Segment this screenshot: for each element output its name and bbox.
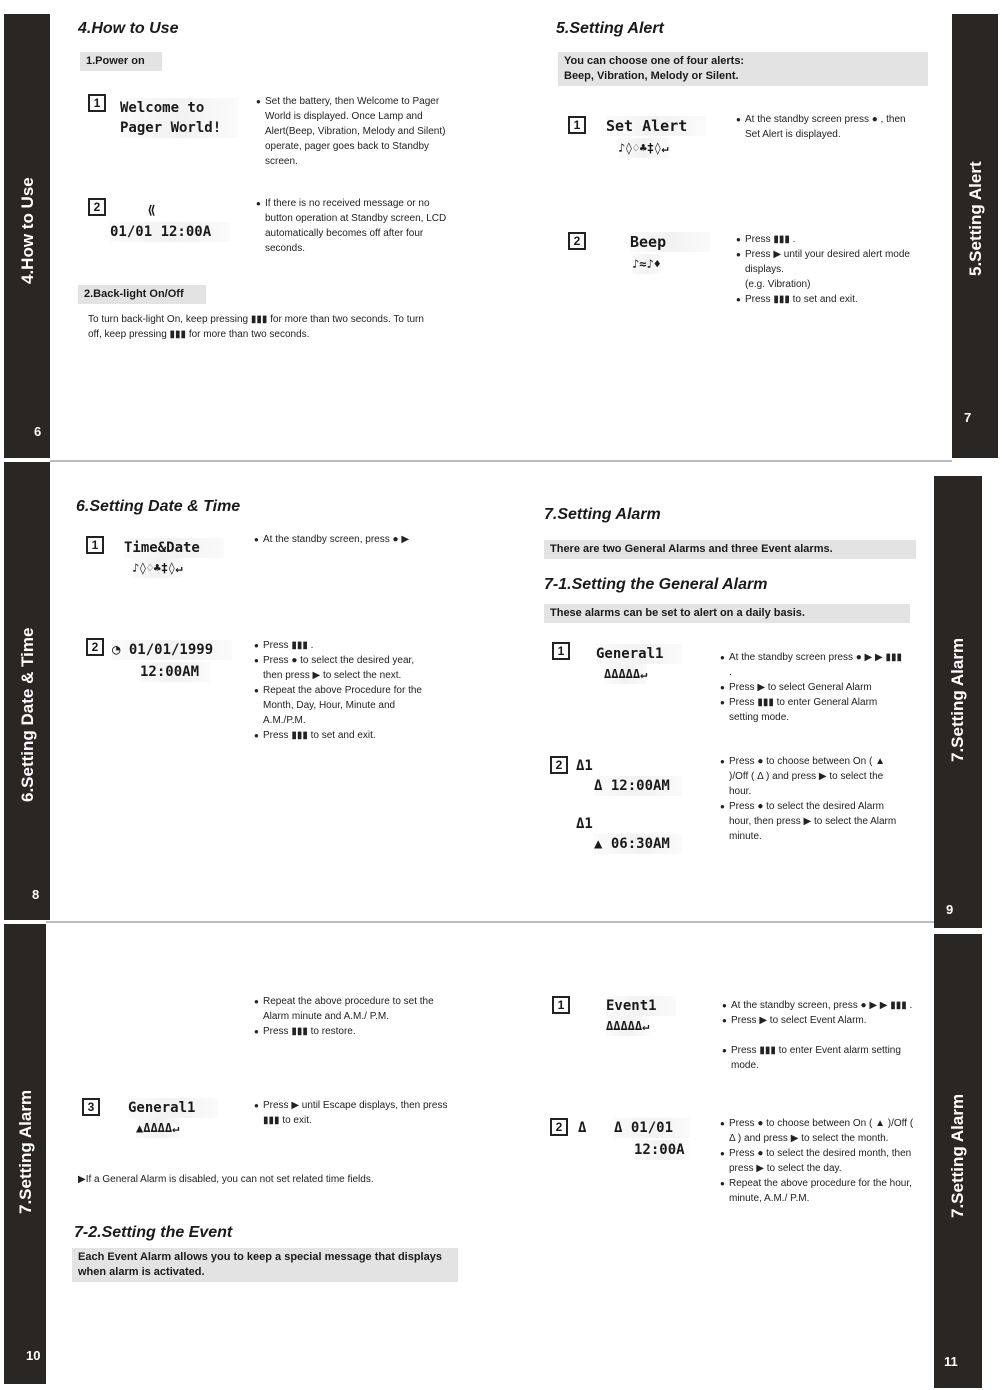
intro-box	[558, 52, 928, 86]
bullet-text: ● Press ▶ to select General Alarm	[720, 680, 906, 695]
subsection-note: These alarms can be set to alert on a daily basis.	[544, 604, 910, 623]
lcd-display-line: Δ1	[576, 816, 593, 832]
instruction-note	[722, 998, 918, 1073]
lcd-display-line: 12:00A	[634, 1140, 690, 1160]
lcd-display-line: Time&Date	[124, 538, 224, 558]
lcd-display-line: 12:00AM	[140, 662, 210, 682]
bullet-text: ● At the standby screen press ● ▶ ▶ ▮▮▮ .	[720, 650, 906, 680]
tab-setting-alarm-left	[4, 924, 46, 1384]
bullet-text: ● Press ● to choose between On ( ▲ )/Off ( Δ ) and press ▶ to select the hour.	[720, 754, 906, 799]
lcd-display-line: General1	[596, 644, 682, 664]
tab-label: 7.Setting Alarm	[948, 637, 967, 762]
tab-label: 6.Setting Date & Time	[18, 627, 37, 802]
intro-line: You can choose one of four alerts:	[564, 55, 745, 67]
bullet-text: ● Press ● to select the desired Alarm hour, then press ▶ to select the Alarm minute.	[720, 799, 906, 844]
bullet-text: ● If there is no received message or no button operation at Standby screen, LCD automatically becomes off after four seconds.	[256, 196, 448, 256]
page-title: 7.Setting Alarm	[544, 506, 661, 523]
instruction-note	[254, 638, 434, 743]
subsection-note: Each Event Alarm allows you to keep a special message that displays when alarm is activated.	[72, 1248, 458, 1282]
warning-note: ▶If a General Alarm is disabled, you can not set related time fields.	[78, 1174, 374, 1185]
bullet-text: ● Press ▶ until your desired alert mode displays.	[736, 247, 922, 277]
tab-setting-alert	[952, 14, 998, 458]
instruction-note	[254, 994, 444, 1039]
step-number: 1	[568, 116, 586, 134]
lcd-icon-row: ▲ΔΔΔΔ↵	[136, 1118, 179, 1138]
lcd-icon-row: ♪≈♪♦	[632, 254, 661, 274]
step-number: 1	[552, 996, 570, 1014]
lcd-display-line: ▲ 06:30AM	[594, 834, 682, 854]
subsection-title: 7-1.Setting the General Alarm	[544, 576, 768, 593]
step-number: 2	[550, 1118, 568, 1136]
subsection-heading: 2.Back-light On/Off	[78, 285, 206, 304]
lcd-display-line: Δ1	[576, 758, 593, 774]
page-number: 8	[32, 887, 40, 902]
subsection-title: 7-2.Setting the Event	[74, 1224, 233, 1241]
lcd-display: Welcome to Pager World!	[120, 98, 238, 138]
intro-box: There are two General Alarms and three Event alarms.	[544, 540, 916, 559]
bullet-text: ● Press ▮▮▮ to restore.	[254, 1024, 444, 1039]
instruction-note	[256, 94, 456, 169]
lcd-icon-row: ♪◊♢♣‡◊↵	[132, 558, 183, 578]
instruction-note	[736, 232, 922, 307]
page-number: 9	[946, 902, 954, 917]
bullet-text: ● Press ● to select the desired year, then press ▶ to select the next.	[254, 653, 434, 683]
bullet-text-cont: (e.g. Vibration)	[745, 279, 811, 290]
page-title: 5.Setting Alert	[556, 20, 664, 37]
lcd-display-line: Δ	[578, 1120, 587, 1136]
subsection-heading: 1.Power on	[80, 52, 162, 71]
tab-label: 4.How to Use	[18, 177, 37, 284]
step-number: 2	[88, 198, 106, 216]
bullet-text: ● Press ▮▮▮ to enter Event alarm setting mode.	[722, 1043, 918, 1073]
page-number: 11	[944, 1354, 958, 1369]
lcd-display-line: General1	[128, 1098, 218, 1118]
page-title: 6.Setting Date & Time	[76, 498, 241, 515]
lcd-display-line: Event1	[606, 996, 676, 1016]
lcd-signal-indicator: ⟪	[148, 203, 156, 217]
instruction-note	[256, 196, 448, 256]
bullet-text: ● Press ● to choose between On ( ▲ )/Off ( Δ ) and press ▶ to select the month.	[720, 1116, 916, 1146]
page-number: 7	[964, 410, 972, 425]
instruction-note	[720, 650, 906, 725]
tab-setting-alarm-11	[934, 934, 982, 1388]
step-number: 2	[86, 638, 104, 656]
page-title: 4.How to Use	[78, 20, 179, 37]
bullet-text: ● Press ▮▮▮ to enter General Alarm setting mode.	[720, 695, 906, 725]
bullet-text: ● Press ▶ until Escape displays, then press ▮▮▮ to exit.	[254, 1098, 460, 1128]
page-number: 6	[34, 424, 42, 439]
bullet-text: ● Press ● to select the desired month, then press ▶ to select the day.	[720, 1146, 916, 1176]
step-number: 1	[88, 94, 106, 112]
step-number: 3	[82, 1098, 100, 1116]
body-text: To turn back-light On, keep pressing ▮▮▮ for more than two seconds. To turn off, keep pressing ▮▮▮ for more than two seconds.	[88, 314, 424, 340]
bullet-text: ● At the standby screen, press ● ▶ ▶ ▮▮▮ .	[722, 998, 918, 1013]
intro-line: Beep, Vibration, Melody or Silent.	[564, 70, 739, 82]
step-number: 2	[550, 756, 568, 774]
instruction-note	[254, 532, 444, 547]
lcd-display-line: Beep	[630, 232, 710, 252]
page-fold-line	[50, 460, 952, 462]
lcd-display-line: ◔ 01/01/1999	[112, 640, 232, 660]
lcd-display-line: Δ 12:00AM	[594, 776, 682, 796]
step-number: 1	[86, 536, 104, 554]
bullet-text: ● Repeat the above procedure for the hour, minute, A.M./ P.M.	[720, 1176, 916, 1206]
step-number: 2	[568, 232, 586, 250]
bullet-text: ● Set the battery, then Welcome to Pager World is displayed. Once Lamp and Alert(Beep, Vibration, Melody and Silent) operate, pager goes back to Standby screen.	[256, 94, 456, 169]
page-fold-line	[46, 921, 934, 923]
page-number: 10	[26, 1348, 41, 1363]
tab-setting-date-time	[4, 462, 50, 920]
instruction-note	[736, 112, 916, 142]
tab-label: 7.Setting Alarm	[16, 1089, 35, 1214]
lcd-display-line: Set Alert	[606, 116, 706, 136]
bullet-text: ● Press ▮▮▮ .	[736, 232, 922, 247]
bullet-text: ● At the standby screen, press ● ▶	[254, 532, 444, 547]
bullet-text: ● At the standby screen press ● , then Set Alert is displayed.	[736, 112, 916, 142]
bullet-text: ● Repeat the above Procedure for the Month, Day, Hour, Minute and A.M./P.M.	[254, 683, 434, 728]
bullet-text: ● Press ▮▮▮ to set and exit.	[254, 728, 434, 743]
lcd-display-line: Δ 01/01	[614, 1118, 690, 1138]
lcd-icon-row: ΔΔΔΔΔ↵	[604, 664, 647, 684]
step-number: 1	[552, 642, 570, 660]
tab-setting-alarm-9	[934, 476, 982, 928]
bullet-text: ● Press ▮▮▮ to set and exit.	[736, 292, 922, 307]
bullet-text: ● Press ▮▮▮ .	[254, 638, 434, 653]
lcd-display: 01/01 12:00A	[110, 222, 230, 242]
lcd-icon-row: ΔΔΔΔΔ↵	[606, 1016, 649, 1036]
bullet-text: ● Press ▶ to select Event Alarm.	[722, 1013, 918, 1028]
instruction-note	[254, 1098, 460, 1128]
bullet-text: ● Repeat the above procedure to set the Alarm minute and A.M./ P.M.	[254, 994, 444, 1024]
instruction-note	[720, 1116, 916, 1206]
tab-how-to-use	[4, 14, 50, 458]
instruction-note	[720, 754, 906, 844]
tab-label: 7.Setting Alarm	[948, 1093, 967, 1218]
lcd-icon-row: ♪◊♢♣‡◊↵	[618, 138, 669, 158]
tab-label: 5.Setting Alert	[966, 161, 985, 276]
